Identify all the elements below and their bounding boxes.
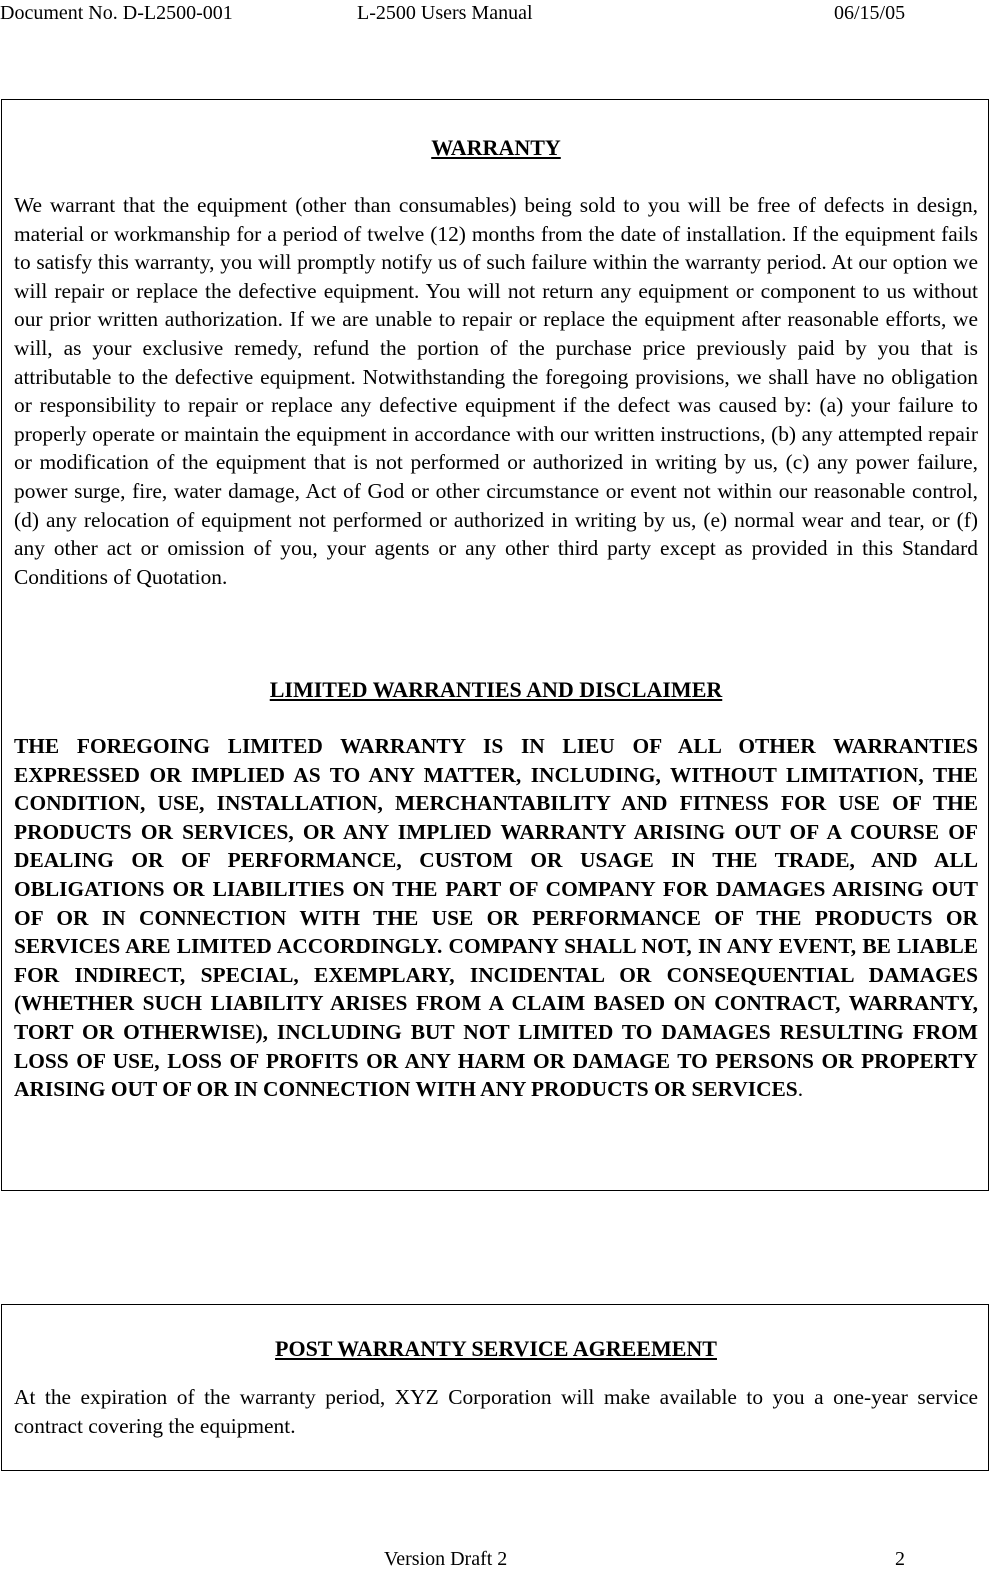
- warranty-title: WARRANTY: [431, 135, 561, 160]
- document-number: Document No. D-L2500-001: [0, 2, 233, 24]
- warranty-body: We warrant that the equipment (other than consumables) being sold to you will be free of defects in design, material or workmanship for a period of twelve (12) months from the date of installation. If the equipment fails to satisfy this warranty, you will promptly notify us of such failure within the warranty period. At our option we will repair or replace the defective equipment. You will not return any equipment or component to us without our prior written authorization. If we are unable to repair or replace the equipment after reasonable efforts, we will, as your exclusive remedy, refund the portion of the purchase price previously paid by you that is attributable to the defective equipment. Notwithstanding the foregoing provisions, we shall have no obligation or responsibility to repair or replace any defective equipment if the defect was caused by: (a) your failure to properly operate or maintain the equipment in accordance with our written instructions, (b) any attempted repair or modification of the equipment that is not performed or authorized in writing by us, (c) any power failure, power surge, fire, water damage, Act of God or other circumstance or event not within our reasonable control, (d) any relocation of equipment not performed or authorized in writing by us, (e) normal wear and tear, or (f) any other act or omission of you, your agents or any other third party except as provided in this Standard Conditions of Quotation.: [14, 193, 978, 589]
- manual-title: L-2500 Users Manual: [357, 2, 533, 24]
- version-label: Version Draft 2: [384, 1548, 508, 1570]
- document-date: 06/15/05: [834, 2, 906, 24]
- page-footer: [0, 1546, 999, 1576]
- disclaimer-text: THE FOREGOING LIMITED WARRANTY IS IN LIEU OF ALL OTHER WARRANTIES EXPRESSED OR IMPLIED AS TO ANY MATTER, INCLUDING, WITHOUT LIMITATION, THE CONDITION, USE, INSTALLATION, MERCHANTABILITY AND FITNESS FOR USE OF THE PRODUCTS OR SERVICES, OR ANY IMPLIED WARRANTY ARISING OUT OF A COURSE OF DEALING OR OF PERFORMANCE, CUSTOM OR USAGE IN THE TRADE, AND ALL OBLIGATIONS OR LIABILITIES ON THE PART OF COMPANY FOR DAMAGES ARISING OUT OF OR IN CONNECTION WITH THE USE OR PERFORMANCE OF THE PRODUCTS OR SERVICES ARE LIMITED ACCORDINGLY. COMPANY SHALL NOT, IN ANY EVENT, BE LIABLE FOR INDIRECT, SPECIAL, EXEMPLARY, INCIDENTAL OR CONSEQUENTIAL DAMAGES (WHETHER SUCH LIABILITY ARISES FROM A CLAIM BASED ON CONTRACT, WARRANTY, TORT OR OTHERWISE), INCLUDING BUT NOT LIMITED TO DAMAGES RESULTING FROM LOSS OF USE, LOSS OF PROFITS OR ANY HARM OR DAMAGE TO PERSONS OR PROPERTY ARISING OUT OF OR IN CONNECTION WITH ANY PRODUCTS OR SERVICES: [14, 734, 978, 1102]
- page-number: 2: [895, 1548, 905, 1570]
- post-warranty-body: At the expiration of the warranty period, XYZ Corporation will make available to you a one-year service contract covering the equipment.: [14, 1385, 978, 1438]
- post-warranty-title: POST WARRANTY SERVICE AGREEMENT: [275, 1336, 717, 1361]
- page-header: [0, 0, 999, 30]
- disclaimer-body: [14, 732, 978, 1104]
- disclaimer-period: .: [797, 1077, 804, 1102]
- warranty-section: [1, 99, 989, 1191]
- post-warranty-section: [1, 1304, 989, 1471]
- disclaimer-title: LIMITED WARRANTIES AND DISCLAIMER: [269, 677, 723, 702]
